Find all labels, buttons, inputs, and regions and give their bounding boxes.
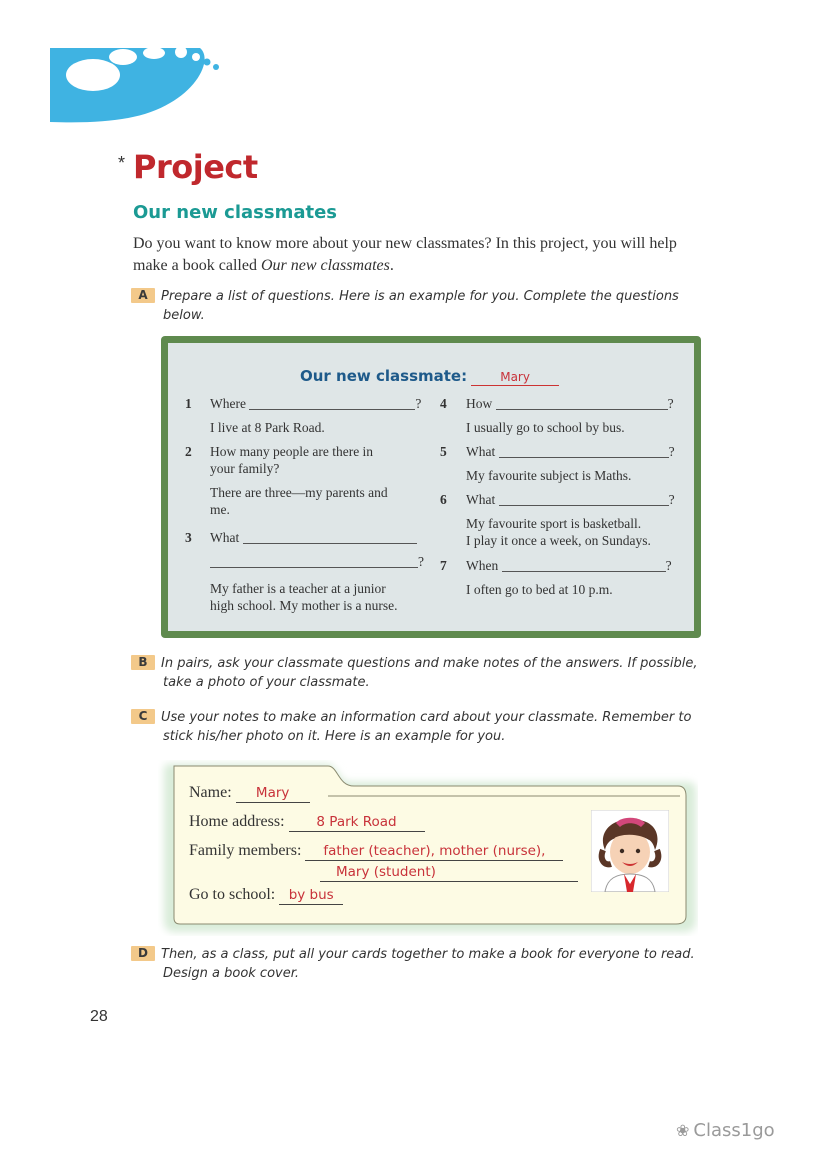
instruction-d: D Then, as a class, put all your cards together to make a book for everyone to read. Design a book cover. [131,945,701,983]
instruction-a: A Prepare a list of questions. Here is an example for you. Complete the questions below. [131,287,701,325]
page-subtitle: Our new classmates [133,202,338,223]
optional-star: * [118,153,126,173]
badge-a: A [131,288,155,303]
handwritten-name-value: Mary [255,785,290,801]
answer-3: My father is a teacher at a junior [210,581,386,596]
answer-5: My favourite subject is Maths. [466,468,632,483]
instruction-c: C Use your notes to make an information card about your classmate. Remember to stick his/her photo on it. Here is an example for you. [131,708,701,746]
card-family-line2: Mary (student) [320,863,578,882]
answer-7: I often go to bed at 10 p.m. [466,582,613,597]
student-photo [591,810,669,892]
decorative-blob [50,48,225,124]
wechat-icon: ❀ [676,1121,690,1140]
page-number: 28 [90,1008,108,1025]
badge-d: D [131,946,155,961]
card-school: Go to school: by bus [189,886,343,905]
badge-b: B [131,655,155,670]
questions-box: Our new classmate: Mary 1 Where ? I live at 8 Park Road. 2 How many people are there in your family? There are three—my parents and me. 3 What ? My father is a teacher at a junior high school. My mother is a nurse. 4 How ? I usually go to school by bus. 5 What ? My favourite subject is Maths. 6 What ? My favourite sport is basketball. I play it once a week, on Sundays. 7 When ? I often go to bed at 10 p.m. [161,336,701,638]
watermark: ❀ Class1go [676,1120,775,1141]
badge-c: C [131,709,155,724]
intro-paragraph: Do you want to know more about your new classmates? In this project, you will help make a book called Our new classmates. [133,235,677,274]
instruction-b: B In pairs, ask your classmate questions and make notes of the answers. If possible, take a photo of your classmate. [131,654,701,692]
questions-title: Our new classmate: Mary [300,367,559,386]
handwritten-name: Mary [500,370,530,384]
answer-2: There are three—my parents and [210,485,388,500]
answer-6: My favourite sport is basketball. [466,516,642,531]
answer-4: I usually go to school by bus. [466,420,625,435]
card-name: Name: Mary [189,784,310,803]
card-address: Home address: 8 Park Road [189,813,425,832]
page-title: Project [133,148,258,186]
answer-1: I live at 8 Park Road. [210,420,325,435]
card-family: Family members: father (teacher), mother (nurse), [189,842,563,861]
